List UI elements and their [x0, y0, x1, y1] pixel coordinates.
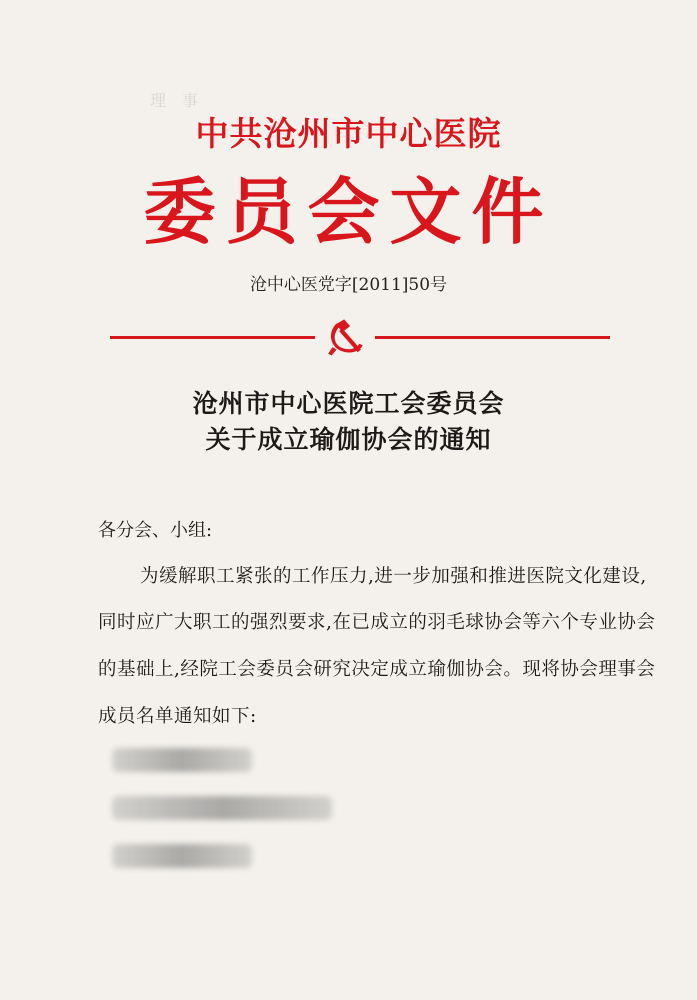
body-paragraph-line: 的基础上,经院工会委员会研究决定成立瑜伽协会。现将协会理事会 [98, 659, 656, 680]
salutation: 各分会、小组: [98, 520, 213, 541]
redacted-member-entry [112, 844, 252, 868]
red-divider-right [375, 336, 610, 339]
header-organization: 中共沧州市中心医院 [195, 114, 502, 153]
body-paragraph-line: 同时应广大职工的强烈要求,在已成立的羽毛球协会等六个专业协会 [98, 612, 656, 633]
body-paragraph-line: 成员名单通知如下: [98, 706, 257, 727]
bleed-through-text: 理 事 [150, 91, 375, 110]
redacted-member-entry [112, 748, 252, 772]
header-document-type: 委员会文件 [143, 169, 554, 254]
body-paragraph-line: 为缓解职工紧张的工作压力,进一步加强和推进医院文化建设, [140, 566, 647, 587]
notice-title-line1: 沧州市中心医院工会委员会 [192, 389, 505, 418]
notice-title-line2: 关于成立瑜伽协会的通知 [205, 425, 492, 454]
redacted-member-entry [112, 796, 332, 820]
document-number: 沧中心医党字[2011]50号 [249, 275, 448, 295]
red-divider-left [110, 336, 315, 339]
hammer-sickle-icon [324, 316, 366, 358]
